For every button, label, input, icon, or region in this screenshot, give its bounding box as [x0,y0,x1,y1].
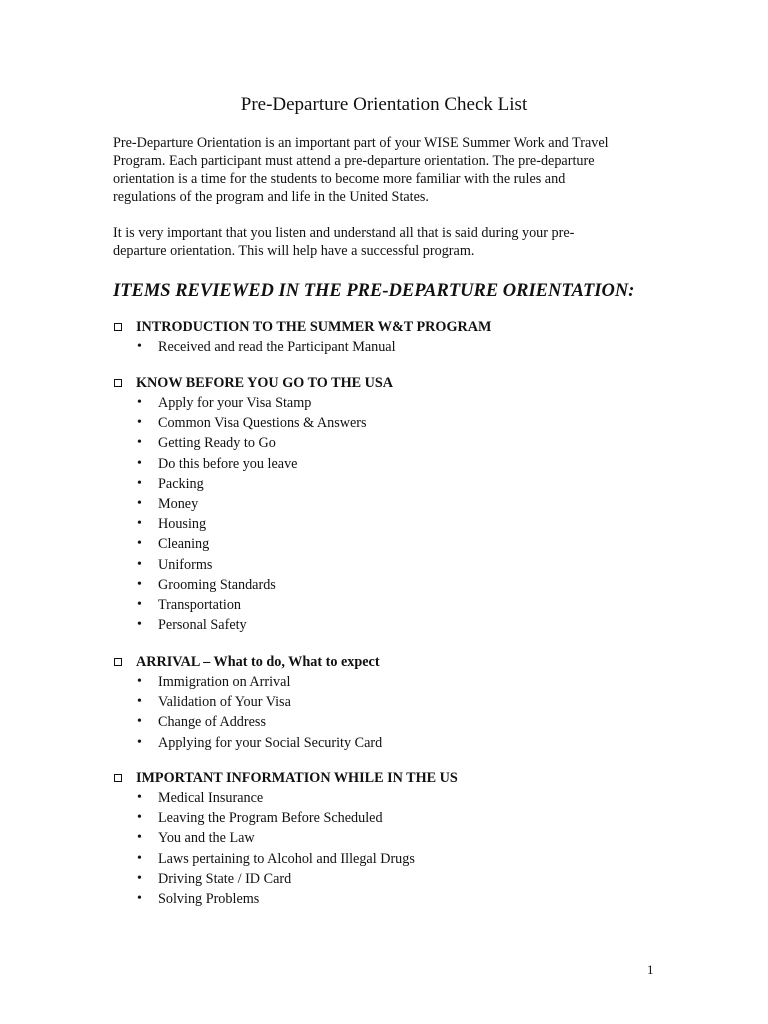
list-item-text: Solving Problems [158,890,260,907]
list-item-text: Validation of Your Visa [158,694,291,711]
bullet-icon: • [137,790,142,805]
section-header [113,652,673,672]
section-arrival [113,652,673,753]
intro-line: regulations of the program and life in the United States. [113,189,429,205]
items-reviewed-heading: ITEMS REVIEWED IN THE PRE-DEPARTURE ORIENTATION: [113,281,635,301]
list-item [113,712,673,732]
checkbox-icon [114,658,122,666]
list-item-text: Do this before you leave [158,455,298,472]
list-item [113,615,673,635]
section-title: IMPORTANT INFORMATION WHILE IN THE US [136,770,458,786]
list-item [113,575,673,595]
section-title: ARRIVAL – What to do, What to expect [136,654,380,670]
list-item-text: Received and read the Participant Manual [158,339,396,355]
bullet-icon: • [137,870,142,886]
list-item [113,828,673,848]
bullet-icon: • [137,395,142,410]
list-item-text: Apply for your Visa Stamp [158,395,312,411]
page-number: 1 [647,962,654,977]
intro-line: orientation is a time for the students to become more familiar with the rules and [113,171,566,187]
section-important-information [113,768,673,909]
list-item [113,672,673,692]
section-header [113,317,673,337]
list-item-text: Change of Address [158,714,266,731]
list-item-text: Laws pertaining to Alcohol and Illegal Drugs [158,850,415,867]
list-item [113,692,673,712]
bullet-icon: • [137,495,142,511]
list-item [113,788,673,808]
list-item-text: Housing [158,516,207,533]
list-item-text: Personal Safety [158,617,247,634]
list-item [113,849,673,869]
list-item [113,474,673,494]
list-item [113,454,673,474]
list-item [113,869,673,889]
list-item [113,494,673,514]
page-title: Pre-Departure Orientation Check List [240,94,528,115]
section-title: INTRODUCTION TO THE SUMMER W&T PROGRAM [136,319,492,335]
list-item-text: Uniforms [158,556,213,573]
list-item-text: You and the Law [158,830,255,847]
list-item-text: Grooming Standards [158,576,276,593]
item-list [113,337,673,357]
bullet-icon: • [137,734,142,750]
bullet-icon: • [137,339,142,354]
bullet-icon: • [137,850,142,866]
list-item [113,808,673,828]
list-item [113,534,673,554]
bullet-icon: • [137,435,142,451]
intro-paragraph [113,134,653,206]
bullet-icon: • [137,714,142,730]
bullet-icon: • [137,455,142,471]
checkbox-icon [114,323,122,331]
intro-line: Program. Each participant must attend a pre-departure orientation. The pre-departure [113,153,595,169]
list-item [113,733,673,753]
bullet-icon: • [137,516,142,532]
bullet-icon: • [137,694,142,710]
bullet-icon: • [137,810,142,826]
list-item-text: Immigration on Arrival [158,674,291,690]
checkbox-icon [114,774,122,782]
bullet-icon: • [137,556,142,572]
list-item [113,337,673,357]
list-item-text: Getting Ready to Go [158,435,276,452]
bullet-icon: • [137,830,142,846]
bullet-icon: • [137,596,142,612]
section-know-before-you-go [113,373,673,635]
note-paragraph [113,224,653,260]
list-item [113,413,673,433]
list-item-text: Applying for your Social Security Card [158,734,383,751]
list-item [113,889,673,909]
bullet-icon: • [137,415,142,431]
list-item [113,595,673,615]
list-item [113,514,673,534]
list-item [113,555,673,575]
list-item-text: Money [158,495,199,512]
list-item-text: Medical Insurance [158,790,264,806]
section-introduction [113,317,673,357]
list-item-text: Cleaning [158,536,210,553]
note-line: It is very important that you listen and understand all that is said during your pre- [113,225,575,241]
list-item-text: Driving State / ID Card [158,870,292,887]
section-header [113,373,673,393]
note-line: departure orientation. This will help have a successful program. [113,243,475,259]
bullet-icon: • [137,674,142,689]
item-list [113,393,673,635]
intro-line: Pre-Departure Orientation is an important part of your WISE Summer Work and Travel [113,135,609,151]
item-list [113,788,673,909]
bullet-icon: • [137,890,142,906]
bullet-icon: • [137,576,142,592]
bullet-icon: • [137,475,142,491]
section-title: KNOW BEFORE YOU GO TO THE USA [136,375,394,391]
section-header [113,768,673,788]
bullet-icon: • [137,536,142,552]
list-item-text: Transportation [158,596,242,613]
list-item [113,393,673,413]
checkbox-icon [114,379,122,387]
list-item [113,433,673,453]
list-item-text: Common Visa Questions & Answers [158,415,367,432]
list-item-text: Leaving the Program Before Scheduled [158,810,383,827]
bullet-icon: • [137,617,142,633]
list-item-text: Packing [158,475,204,492]
item-list [113,672,673,753]
